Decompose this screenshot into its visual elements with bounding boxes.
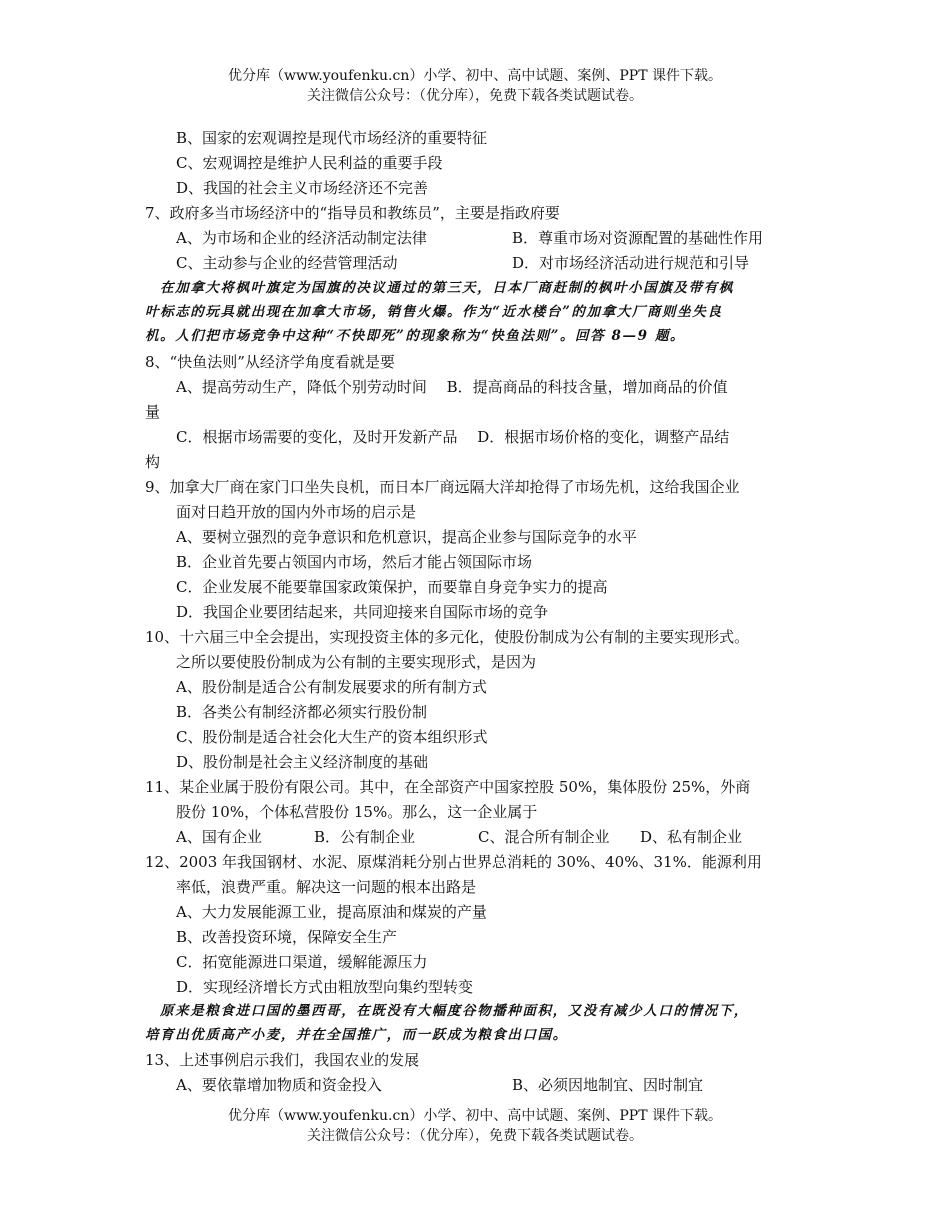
q12-stem: 12、2003 年我国钢材、水泥、原煤消耗分别占世界总消耗的 30%、40%、31%．能源利用	[145, 853, 762, 871]
q10-stem: 10、十六届三中全会提出，实现投资主体的多元化，使股份制成为公有制的主要实现形式。	[145, 628, 750, 646]
q13-stem: 13、上述事例启示我们，我国农业的发展	[145, 1051, 420, 1069]
q11-stem-wrap: 股份 10%，个体私营股份 15%。那么，这一企业属于	[176, 803, 538, 821]
passage-mexico-line1: 原来是粮食进口国的墨西哥，在既没有大幅度谷物播种面积，又没有减少人口的情况下，	[160, 1003, 749, 1019]
q10-option-a: A、股份制是适合公有制发展要求的所有制方式	[176, 678, 487, 696]
footer-banner-line1: 优分库（www.youfenku.cn）小学、初中、高中试题、案例、PPT 课件下载。	[227, 1108, 722, 1124]
q8-options-cd-wrap: 构	[145, 453, 161, 471]
q8-options-ab-wrap: 量	[145, 403, 161, 421]
q10-option-d: D、股份制是社会主义经济制度的基础	[176, 753, 429, 771]
q7-option-c: C、主动参与企业的经营管理活动	[176, 254, 398, 272]
q9-stem-wrap: 面对日趋开放的国内外市场的启示是	[176, 503, 417, 521]
q12-option-b: B、改善投资环境，保障安全生产	[176, 928, 398, 946]
q6-option-b: B、国家的宏观调控是现代市场经济的重要特征	[176, 129, 488, 147]
q9-option-b: B．企业首先要占领国内市场，然后才能占领国际市场	[176, 553, 533, 571]
q6-option-d: D、我国的社会主义市场经济还不完善	[176, 179, 429, 197]
q7-option-b: B．尊重市场对资源配置的基础性作用	[512, 229, 764, 247]
q10-option-b: B．各类公有制经济都必须实行股份制	[176, 703, 428, 721]
q12-stem-wrap: 率低，浪费严重。解决这一问题的根本出路是	[176, 878, 477, 896]
q9-option-c: C．企业发展不能要靠国家政策保护，而要靠自身竞争实力的提高	[176, 578, 608, 596]
passage-mexico-line2: 培育出优质高产小麦，并在全国推广，而一跃成为粮食出口国。	[145, 1027, 568, 1043]
passage-maple-leaf-line3: 机。人们把市场竞争中这种“不快即死”的现象称为“快鱼法则”。回答 8—9 题。	[145, 328, 686, 344]
q7-stem: 7、政府多当市场经济中的“指导员和教练员”，主要是指政府要	[145, 204, 560, 222]
q12-option-c: C．拓宽能源进口渠道，缓解能源压力	[176, 953, 428, 971]
q9-option-d: D．我国企业要团结起来，共同迎接来自国际市场的竞争	[176, 603, 549, 621]
footer-banner	[0, 1106, 950, 1146]
q12-option-a: A、大力发展能源工业，提高原油和煤炭的产量	[176, 903, 487, 921]
header-banner-line2: 关注微信公众号：（优分库），免费下载各类试题试卷。	[307, 88, 643, 104]
q9-stem: 9、加拿大厂商在家门口坐失良机，而日本厂商远隔大洋却抢得了市场先机，这给我国企业	[145, 478, 740, 496]
q12-option-d: D．实现经济增长方式由粗放型向集约型转变	[176, 978, 474, 996]
q10-stem-wrap: 之所以要使股份制成为公有制的主要实现形式，是因为	[176, 653, 537, 671]
q11-option-d: D、私有制企业	[640, 828, 743, 846]
passage-maple-leaf-line2: 叶标志的玩具就出现在加拿大市场，销售火爆。作为“近水楼台”的加拿大厂商则坐失良	[145, 304, 723, 320]
q13-option-a: A、要依靠增加物质和资金投入	[176, 1076, 382, 1094]
q6-option-c: C、宏观调控是维护人民利益的重要手段	[176, 154, 443, 172]
q10-option-c: C、股份制是适合社会化大生产的资本组织形式	[176, 728, 488, 746]
q11-option-b: B．公有制企业	[314, 828, 416, 846]
q8-options-ab: A、提高劳动生产，降低个别劳动时间 B．提高商品的科技含量，增加商品的价值	[176, 378, 728, 396]
q8-options-cd: C．根据市场需要的变化，及时开发新产品 D．根据市场价格的变化，调整产品结	[176, 428, 730, 446]
q11-option-c: C、混合所有制企业	[478, 828, 610, 846]
q11-option-a: A、国有企业	[176, 828, 262, 846]
q7-option-d: D．对市场经济活动进行规范和引导	[512, 254, 750, 272]
footer-banner-line2: 关注微信公众号：（优分库），免费下载各类试题试卷。	[307, 1128, 643, 1144]
passage-maple-leaf-line1: 在加拿大将枫叶旗定为国旗的决议通过的第三天，日本厂商赶制的枫叶小国旗及带有枫	[160, 280, 734, 296]
q13-option-b: B、必须因地制宜、因时制宜	[512, 1076, 704, 1094]
header-banner	[0, 66, 950, 106]
q9-option-a: A、要树立强烈的竞争意识和危机意识，提高企业参与国际竞争的水平	[176, 528, 637, 546]
q11-stem: 11、某企业属于股份有限公司。其中，在全部资产中国家控股 50%，集体股份 25%，外商	[145, 778, 751, 796]
header-banner-line1: 优分库（www.youfenku.cn）小学、初中、高中试题、案例、PPT 课件下载。	[227, 68, 722, 84]
q8-stem: 8、“快鱼法则”从经济学角度看就是要	[145, 353, 395, 371]
q7-option-a: A、为市场和企业的经济活动制定法律	[176, 229, 427, 247]
